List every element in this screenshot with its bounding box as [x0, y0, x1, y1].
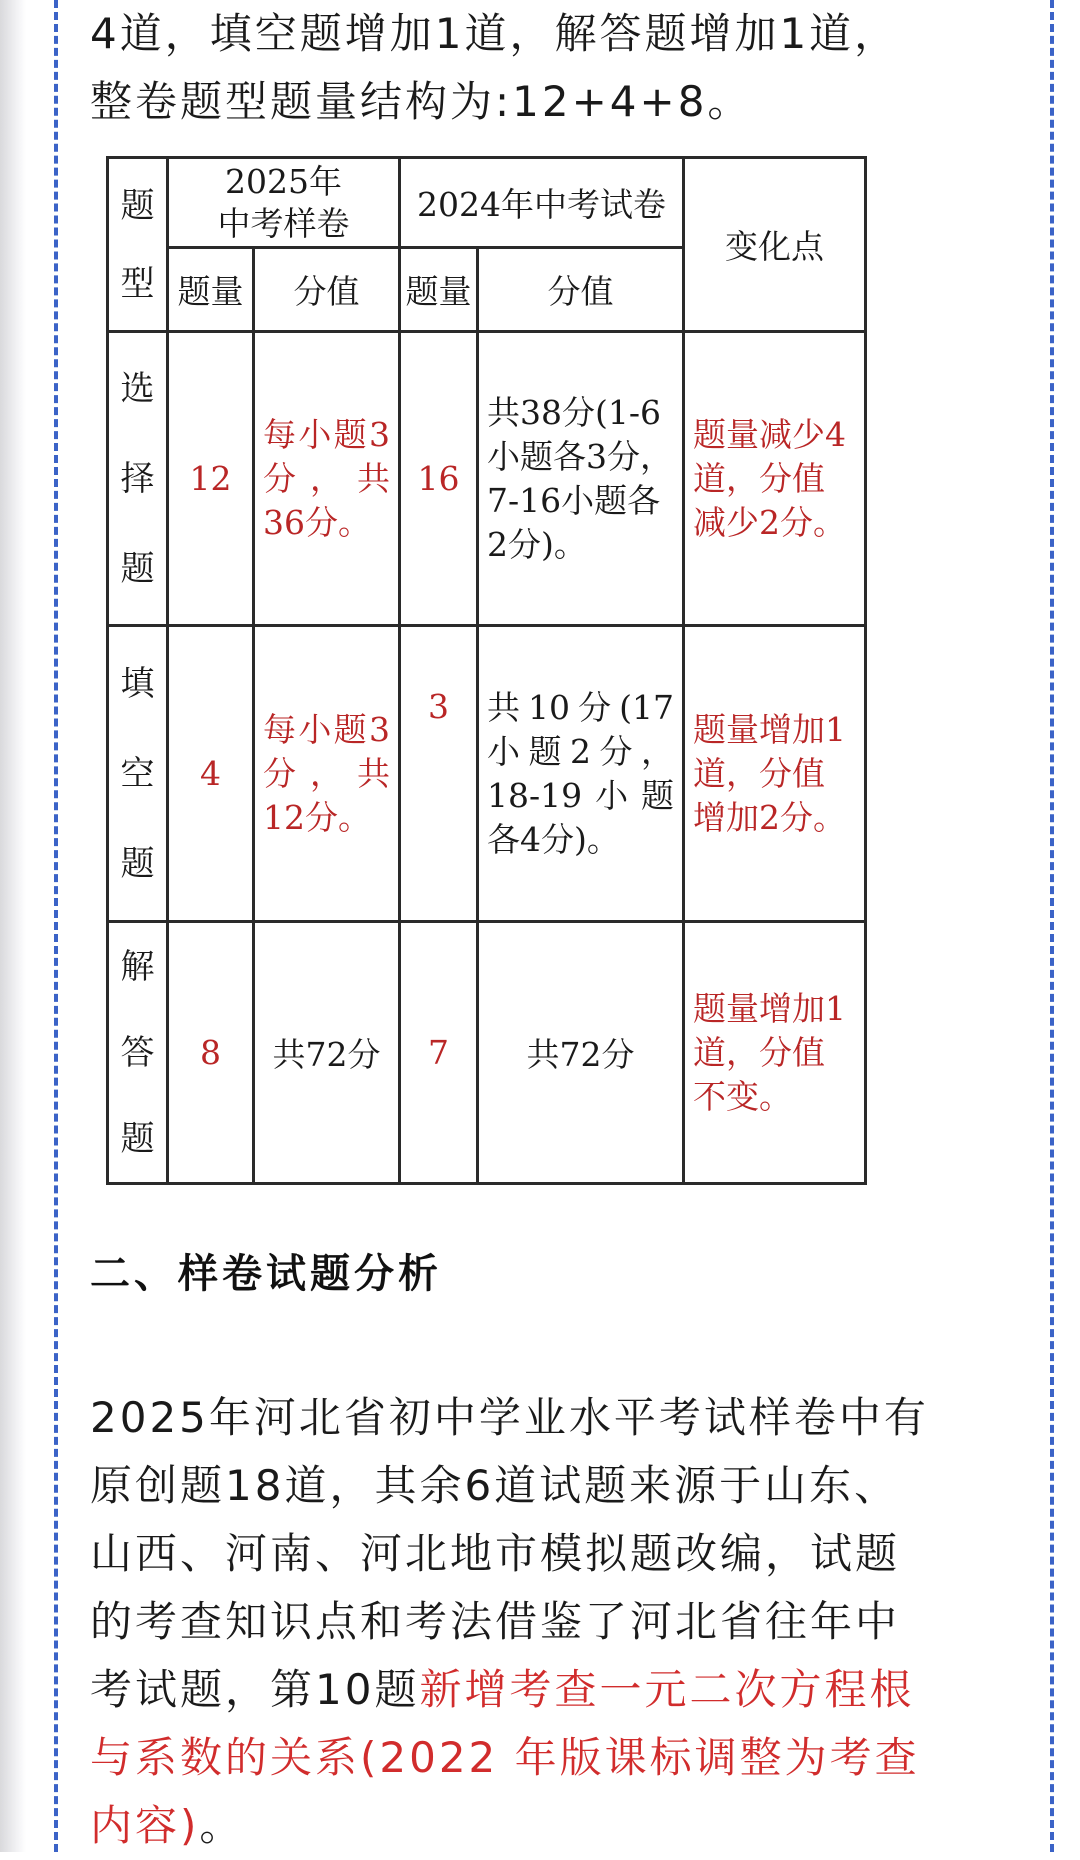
- body-line-7: [90, 1792, 1030, 1860]
- change-note: 题量增加1道，分值不变。: [684, 922, 866, 1184]
- row-type: 选择题: [120, 368, 155, 589]
- body-line-1: 2025年河北省初中学业水平考试样卷中有: [90, 1393, 929, 1442]
- sample-score: 共72分: [254, 922, 400, 1184]
- header-type: 题型: [120, 185, 155, 304]
- header-sample: 2025年中考样卷: [168, 158, 400, 248]
- body-line-2: 原创题18道，其余6道试题来源于山东、: [90, 1461, 900, 1510]
- exam-score: 共38分(1-6小题各3分，7-16小题各2分)。: [478, 332, 684, 626]
- sample-count: 12: [168, 332, 254, 626]
- exam-score: 共72分: [478, 922, 684, 1184]
- exam-count: 7: [400, 922, 478, 1184]
- sample-count: 8: [168, 922, 254, 1184]
- dashed-frame-left: [54, 0, 58, 1852]
- header-change: 变化点: [684, 158, 866, 332]
- sample-score: 每小题3分，共12分。: [254, 626, 400, 922]
- row-type-cell: [108, 332, 168, 626]
- change-note: 题量增加1道，分值增加2分。: [684, 626, 866, 922]
- body-line-4: 的考查知识点和考法借鉴了河北省往年中: [90, 1597, 901, 1646]
- body-line-5-red: 新增考查一元二次方程根: [419, 1665, 915, 1714]
- body-line-6: 与系数的关系(2022 年版课标调整为考查: [90, 1733, 920, 1782]
- row-type-cell: [108, 626, 168, 922]
- header-type-cell: [108, 158, 168, 332]
- comparison-table: [106, 156, 867, 1185]
- row-type-cell: [108, 922, 168, 1184]
- exam-count: 3: [400, 626, 478, 922]
- subheader-sample-score: 分值: [254, 248, 400, 332]
- body-line-7-black: 。: [199, 1801, 245, 1850]
- section-heading: 二、样卷试题分析: [90, 1251, 442, 1297]
- change-note: 题量减少4道，分值减少2分。: [684, 332, 866, 626]
- body-line-5: [90, 1656, 1030, 1724]
- table-row: [108, 922, 866, 1184]
- body-line-7-red: 内容): [90, 1801, 200, 1850]
- dashed-frame-right: [1050, 0, 1054, 1852]
- intro-line-2: 整卷题型题量结构为:12+4+8。: [90, 77, 753, 126]
- sample-score: 每小题3分，共36分。: [254, 332, 400, 626]
- body-line-5-black: 考试题，第10题: [90, 1665, 420, 1714]
- exam-score: 共10分(17小题2分，18-19小题各4分)。: [478, 626, 684, 922]
- subheader-sample-count: 题量: [168, 248, 254, 332]
- row-type: 填空题: [120, 663, 155, 884]
- page-edge-shadow: [0, 0, 26, 1852]
- table-row: [108, 626, 866, 922]
- subheader-exam-count: 题量: [400, 248, 478, 332]
- table-header-row: [108, 158, 866, 248]
- exam-count: 16: [400, 332, 478, 626]
- intro-line-1: 4道，填空题增加1道，解答题增加1道，: [90, 9, 900, 58]
- header-exam: 2024年中考试卷: [400, 158, 684, 248]
- table-row: [108, 332, 866, 626]
- subheader-exam-score: 分值: [478, 248, 684, 332]
- row-type: 解答题: [120, 946, 155, 1159]
- sample-count: 4: [168, 626, 254, 922]
- body-line-3: 山西、河南、河北地市模拟题改编，试题: [90, 1529, 901, 1578]
